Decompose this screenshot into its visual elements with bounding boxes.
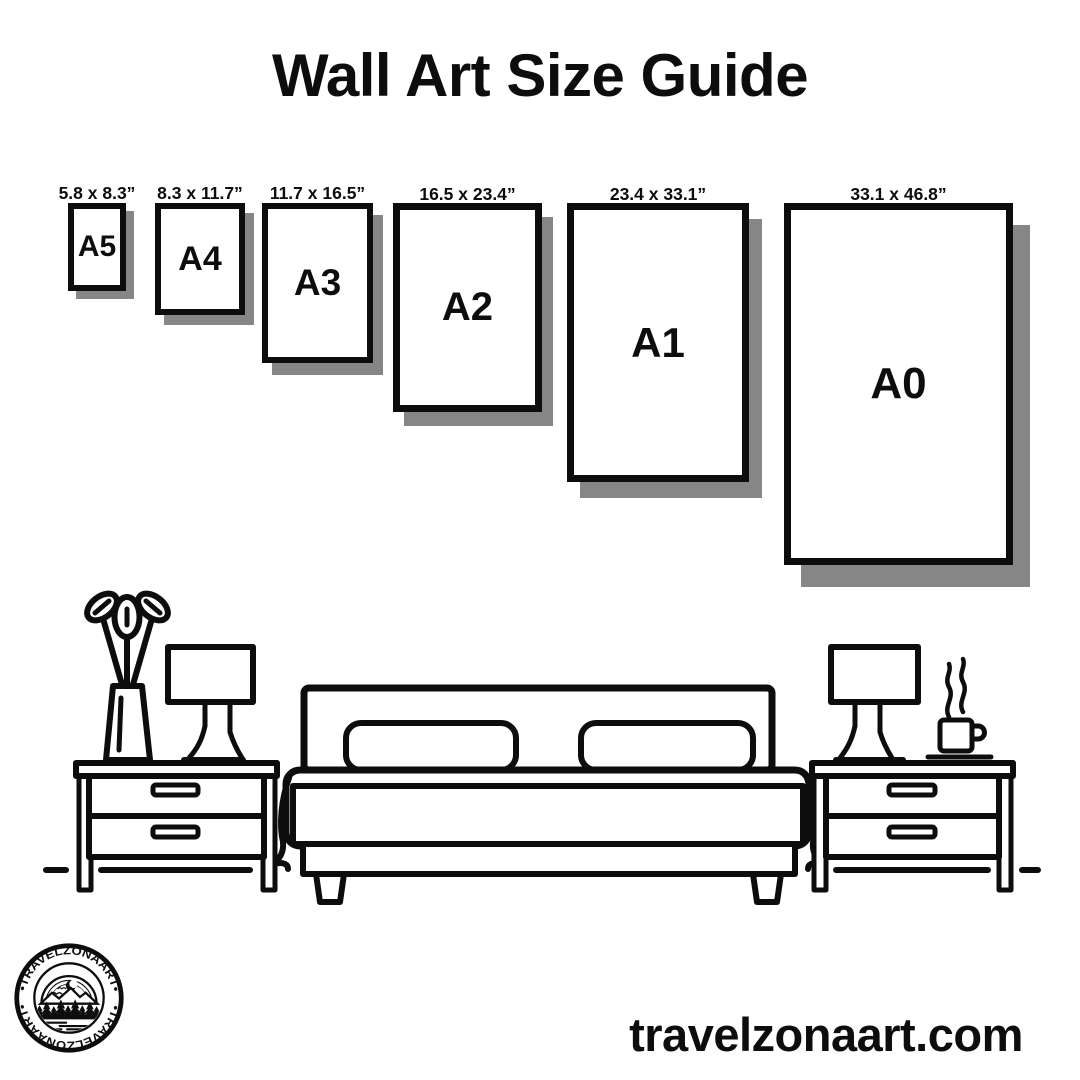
table-lamp-left-icon bbox=[168, 647, 253, 760]
coffee-cup-icon bbox=[928, 659, 991, 757]
table-lamp-right-icon bbox=[831, 647, 918, 760]
website-url: travelzonaart.com bbox=[629, 1008, 1023, 1061]
size-code-a2: A2 bbox=[441, 285, 494, 329]
size-dimensions-a1: 23.4 x 33.1” bbox=[609, 184, 707, 204]
size-code-a4: A4 bbox=[178, 239, 222, 278]
brand-logo bbox=[12, 941, 126, 1055]
size-frame-a5 bbox=[58, 183, 136, 291]
logo-arc-text-bottom: •TRAVELZONAART• bbox=[16, 1003, 122, 1051]
size-frame-a1 bbox=[567, 184, 749, 482]
page-title: Wall Art Size Guide bbox=[271, 42, 809, 109]
bedroom-illustration bbox=[0, 580, 1080, 910]
size-frame-a3 bbox=[262, 183, 373, 363]
plant-icon bbox=[82, 588, 173, 760]
size-frame-a4 bbox=[155, 183, 245, 315]
size-dimensions-a4: 8.3 x 11.7” bbox=[157, 183, 243, 203]
logo-arc-text-top: •TRAVELZONAART• bbox=[16, 945, 122, 993]
size-dimensions-a5: 5.8 x 8.3” bbox=[58, 183, 136, 203]
size-code-a3: A3 bbox=[293, 262, 342, 303]
bed-icon bbox=[274, 688, 822, 902]
size-code-a5: A5 bbox=[77, 230, 117, 263]
size-code-a1: A1 bbox=[631, 318, 685, 366]
size-dimensions-a0: 33.1 x 46.8” bbox=[850, 184, 947, 204]
size-dimensions-a2: 16.5 x 23.4” bbox=[419, 184, 516, 204]
size-frame-a2 bbox=[393, 184, 542, 412]
size-frame-a0 bbox=[784, 184, 1013, 565]
size-code-a0: A0 bbox=[870, 359, 927, 408]
size-dimensions-a3: 11.7 x 16.5” bbox=[269, 183, 366, 203]
